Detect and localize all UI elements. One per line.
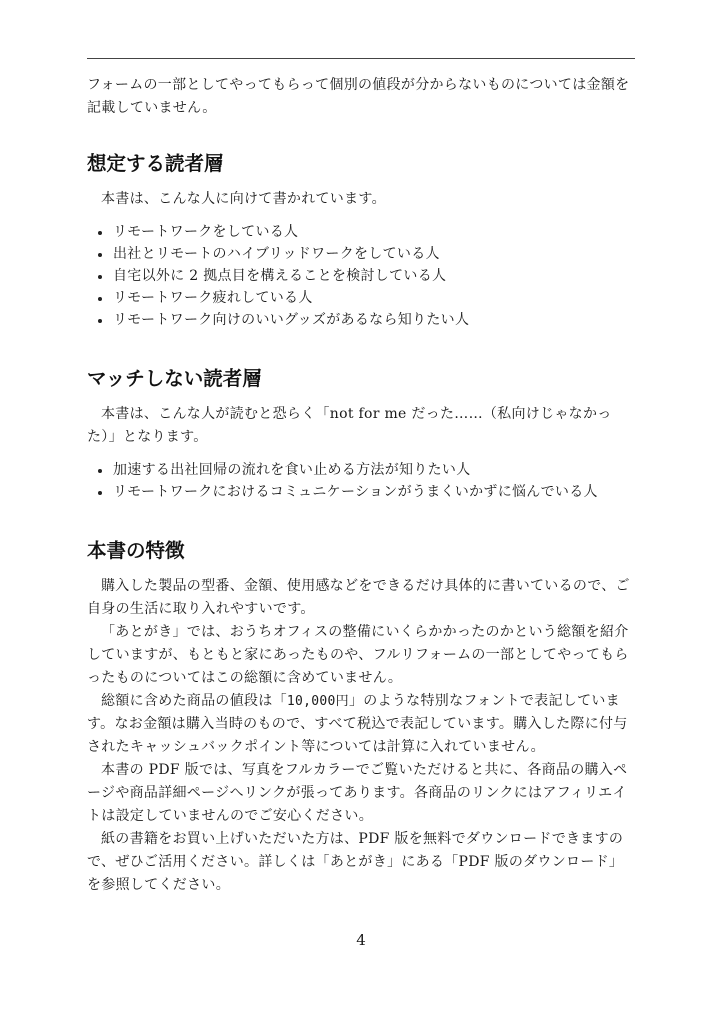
list-item: リモートワークをしている人 — [113, 221, 635, 243]
features-paragraph-4: 本書の PDF 版では、写真をフルカラーでご覧いただけると共に、各商品の購入ページや商品詳細ページへリンクが張ってあります。各商品のリンクにはアフィリエイトは設定していませんのでご安心ください。 — [87, 762, 628, 824]
audience-lead: 本書は、こんな人に向けて書かれています。 — [101, 191, 386, 207]
list-item: 出社とリモートのハイブリッドワークをしている人 — [113, 243, 635, 265]
mismatch-lead: 本書は、こんな人が読むと恐らく「not for me だった……（私向けじゃなかった）」となります。 — [87, 406, 612, 445]
price-text-after: 」のような特別なフォントで表記しています。なお金額は購入当時のもので、すべて税込で表記しています。購入した際に付与されたキャッシュバックポイント等については計算に入れていません。 — [87, 693, 628, 755]
list-item: 加速する出社回帰の流れを食い止める方法が知りたい人 — [113, 459, 635, 481]
header-rule — [87, 58, 635, 59]
list-item: リモートワークにおけるコミュニケーションがうまくいかずに悩んでいる人 — [113, 481, 635, 503]
heading-mismatch: マッチしない読者層 — [87, 367, 262, 390]
page-number: 4 — [356, 931, 366, 949]
list-item: 自宅以外に 2 拠点目を構えることを検討している人 — [113, 265, 635, 287]
intro-paragraph: フォームの一部としてやってもらって個別の値段が分からないものについては金額を記載していません。 — [87, 77, 630, 116]
features-paragraph-1: 購入した製品の型番、金額、使用感などをできるだけ具体的に書いているので、ご自身の生活に取り入れやすいです。 — [87, 578, 630, 617]
audience-list — [87, 221, 635, 331]
mismatch-list — [87, 459, 635, 503]
features-paragraph-3 — [87, 690, 635, 759]
heading-features: 本書の特徴 — [87, 539, 185, 562]
page-content — [87, 74, 635, 897]
features-paragraph-2: 「あとがき」では、おうちオフィスの整備にいくらかかったのかという総額を紹介していますが、もともと家にあったものや、フルリフォームの一部としてやってもらったものについてはこの総額に含めていません。 — [87, 624, 629, 686]
list-item: リモートワーク向けのいいグッズがあるなら知りたい人 — [113, 309, 635, 331]
price-example: 10,000円 — [286, 694, 349, 709]
price-text-before: 総額に含めた商品の値段は「 — [101, 693, 287, 709]
features-paragraph-5: 紙の書籍をお買い上げいただいた方は、PDF 版を無料でダウンロードできますので、ぜひご活用ください。詳しくは「あとがき」にある「PDF 版のダウンロード」を参照してください。 — [87, 831, 624, 893]
heading-audience: 想定する読者層 — [87, 152, 224, 175]
list-item: リモートワーク疲れしている人 — [113, 287, 635, 309]
